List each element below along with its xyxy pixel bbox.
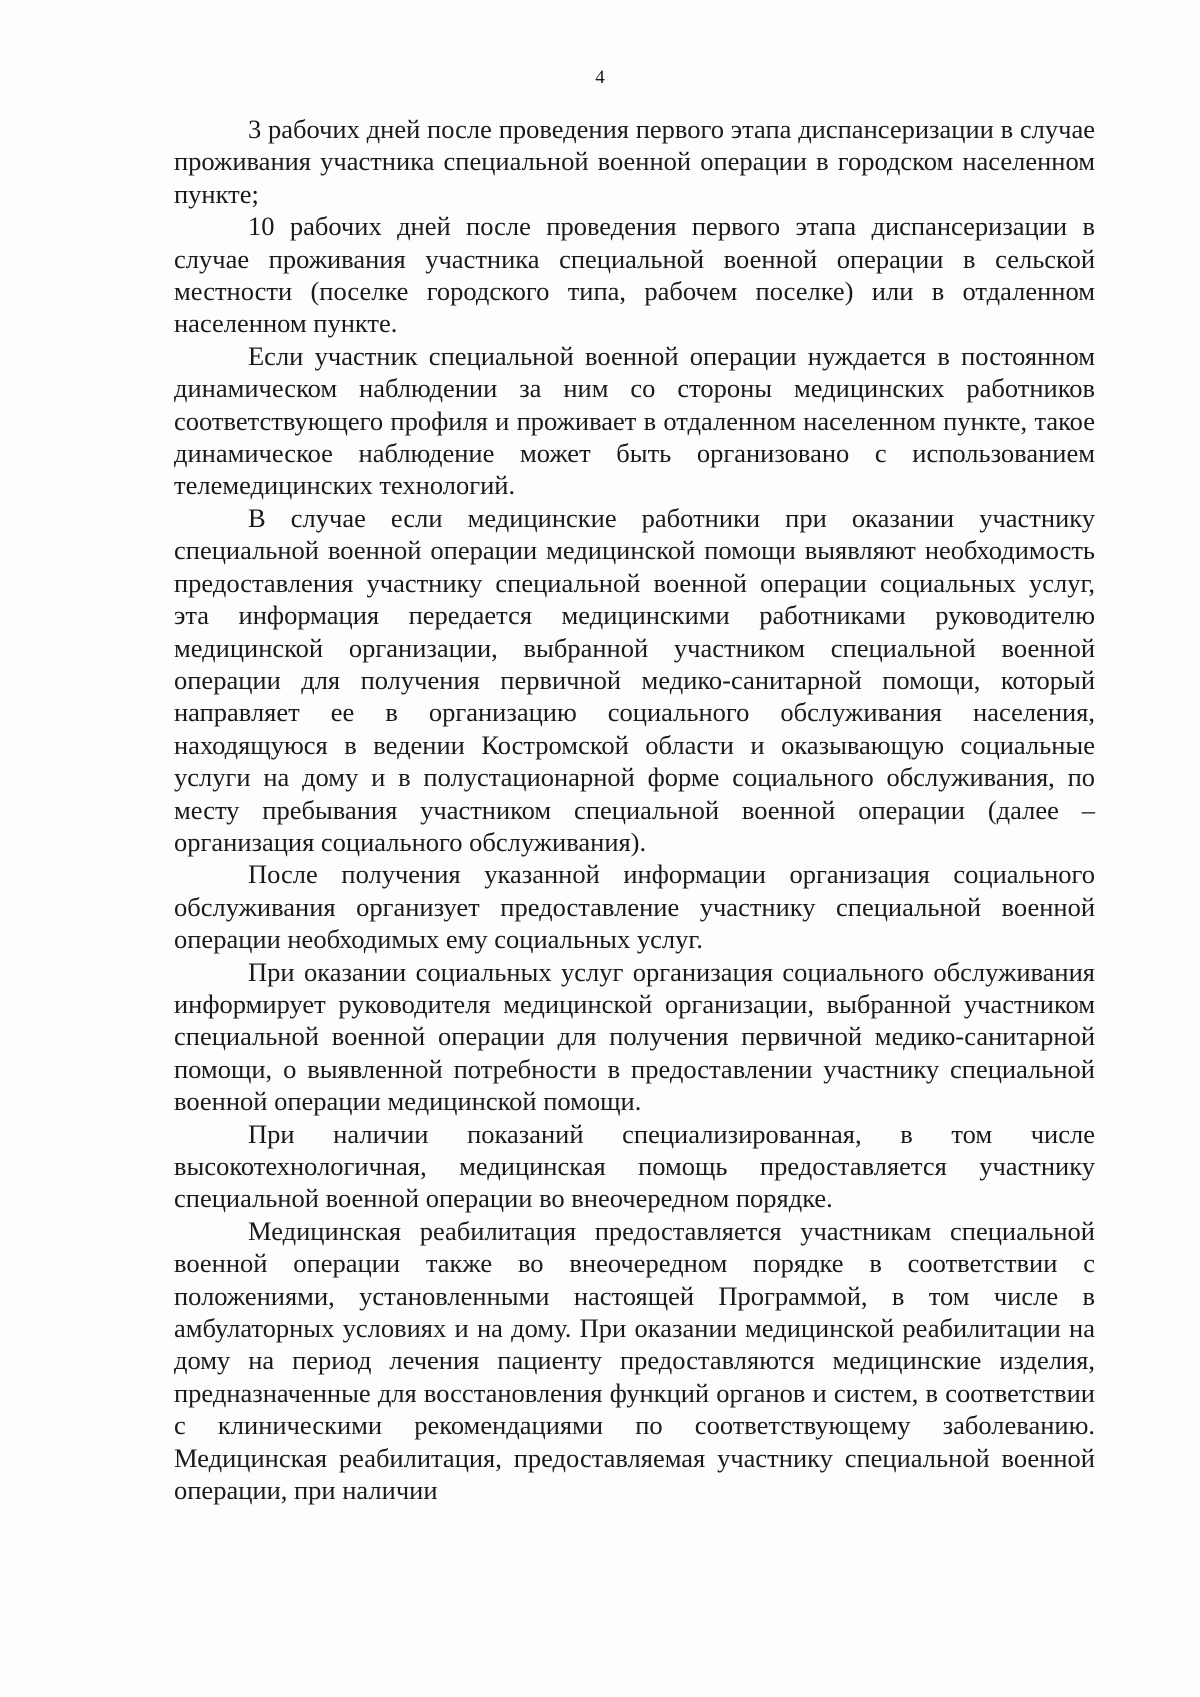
paragraph-telemedicine: Если участник специальной военной операции нуждается в постоянном динамическом наблюдении за ним со стороны медицинских работников соответствующего профиля и проживает в отдаленном населенном пункте, такое динамическое наблюдение может быть организовано с использованием телемедицинских технологий.: [174, 340, 1095, 501]
paragraph-social-services-provision: После получения указанной информации организация социального обслуживания организует предоставление участнику специальной военной операции необходимых ему социальных услуг.: [174, 859, 1095, 955]
paragraph-medical-rehabilitation: Медицинская реабилитация предоставляется участникам специальной военной операции также во внеочередном порядке в соответствии с положениями, установленными настоящей Программой, в том числе в амбулаторных условиях и на дому. При оказании медицинской реабилитации на дому на период лечения пациенту предоставляются медицинские изделия, предназначенные для восстановления функций органов и систем, в соответствии с клиническими рекомендациями по соответствующему заболеванию. Медицинская реабилитация, предоставляемая участнику специальной военной операции, при наличии: [174, 1215, 1095, 1506]
paragraph-medical-need-notification: При оказании социальных услуг организация социального обслуживания информирует руководителя медицинской организации, выбранной участником специальной военной операции для получения первичной медико-санитарной помощи, о выявленной потребности в предоставлении участнику специальной военной операции медицинской помощи.: [174, 956, 1095, 1117]
paragraph-rural-deadline: 3 рабочих дней после проведения первого этапа диспансеризации в случае проживания участника специальной военной операции в городском населенном пункте;: [174, 114, 1095, 209]
paragraph-rural-deadline-10-days: 10 рабочих дней после проведения первого этапа диспансеризации в случае проживания участника специальной военной операции в сельской местности (поселке городского типа, рабочем поселке) или в отдаленном населенном пункте.: [174, 211, 1095, 339]
paragraph-social-services-need: В случае если медицинские работники при оказании участнику специальной военной операции медицинской помощи выявляют необходимость предоставления участнику специальной военной операции социальных услуг, эта информация передается медицинскими работниками руководителю медицинской организации, выбранной участником специальной военной операции для получения первичной медико-санитарной помощи, который направляет ее в организацию социального обслуживания населения, находящуюся в ведении Костромской области и оказывающую социальные услуги на дому и в полустационарной форме социального обслуживания, по месту пребывания участником специальной военной операции (далее – организация социального обслуживания).: [174, 502, 1095, 857]
document-body: [174, 113, 1095, 1506]
paragraph-specialized-care: При наличии показаний специализированная, в том числе высокотехнологичная, медицинская помощь предоставляется участнику специальной военной операции во внеочередном порядке.: [174, 1118, 1095, 1214]
page-number: 4: [595, 67, 605, 88]
